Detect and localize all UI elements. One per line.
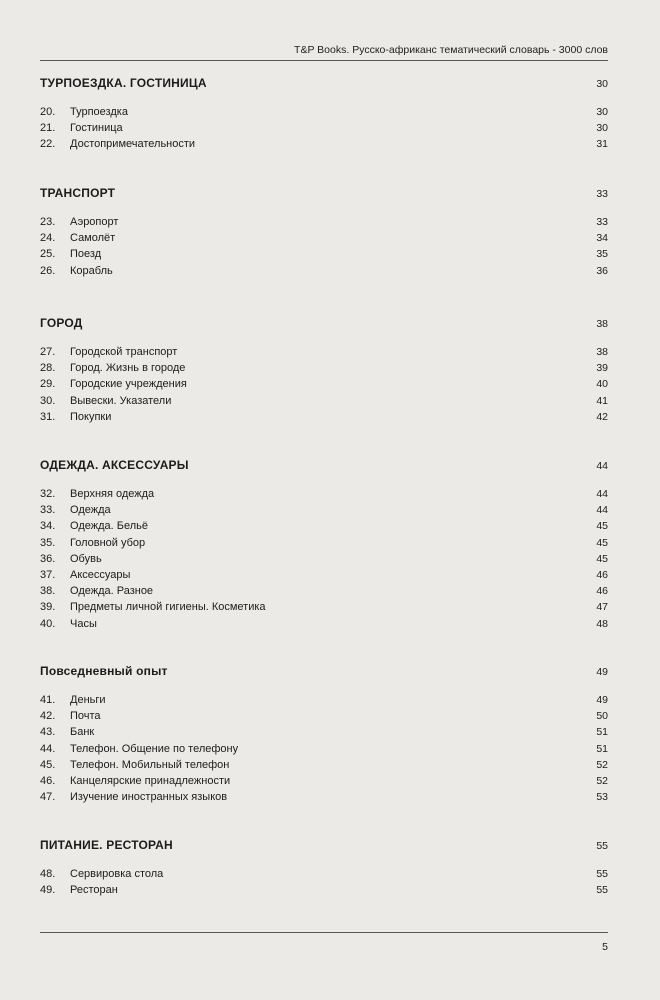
section-page-number: 55 [596, 840, 608, 852]
item-page-number: 51 [596, 742, 608, 755]
section-page-number: 30 [596, 78, 608, 90]
toc-item[interactable] [40, 537, 608, 553]
item-page-number: 39 [596, 362, 608, 375]
toc-item[interactable] [40, 601, 608, 617]
toc-item[interactable] [40, 553, 608, 569]
item-number: 26. [40, 264, 56, 277]
toc-item[interactable] [40, 411, 608, 427]
item-label: Телефон. Общение по телефону [70, 742, 239, 755]
item-page-number: 46 [596, 568, 608, 581]
toc-item[interactable] [40, 520, 608, 536]
toc-item[interactable] [40, 248, 608, 264]
toc-item[interactable] [40, 346, 608, 362]
toc-item[interactable] [40, 759, 608, 775]
item-number: 31. [40, 410, 56, 423]
toc-item[interactable] [40, 585, 608, 601]
item-page-number: 55 [596, 868, 608, 880]
item-page-number: 41 [596, 394, 608, 407]
toc-item[interactable] [40, 868, 608, 884]
item-page-number: 31 [596, 138, 608, 151]
item-number: 33. [40, 504, 56, 517]
item-label: Банк [70, 726, 95, 739]
item-label: Одежда. Бельё [70, 520, 148, 533]
item-label: Городской транспорт [70, 346, 178, 358]
item-page-number: 52 [596, 758, 608, 771]
section-page-number: 49 [596, 666, 608, 678]
section-heading[interactable] [40, 458, 608, 474]
item-page-number: 30 [596, 106, 608, 118]
item-page-number: 42 [596, 410, 608, 423]
item-label: Предметы личной гигиены. Косметика [70, 601, 266, 614]
toc-item[interactable] [40, 710, 608, 726]
item-label: Самолёт [70, 232, 116, 245]
item-label: Аэропорт [70, 216, 119, 228]
item-label: Городские учреждения [70, 378, 187, 391]
item-page-number: 53 [596, 791, 608, 804]
section-heading[interactable] [40, 316, 608, 332]
item-page-number: 44 [596, 504, 608, 517]
toc-section-travel [40, 76, 608, 155]
section-heading[interactable] [40, 186, 608, 202]
item-number: 20. [40, 106, 56, 118]
item-label: Верхняя одежда [70, 488, 155, 500]
page-header [0, 0, 660, 66]
item-label: Аксессуары [70, 568, 131, 581]
item-number: 45. [40, 758, 56, 771]
item-number: 21. [40, 122, 56, 135]
item-label: Деньги [70, 694, 106, 706]
toc-item[interactable] [40, 216, 608, 232]
item-label: Почта [70, 710, 101, 723]
item-label: Одежда. Разное [70, 585, 154, 598]
item-label: Одежда [70, 504, 111, 517]
item-number: 29. [40, 378, 56, 391]
item-label: Корабль [70, 264, 113, 277]
item-label: Изучение иностранных языков [70, 791, 228, 804]
toc-item[interactable] [40, 775, 608, 791]
section-heading[interactable] [40, 838, 608, 854]
item-number: 39. [40, 601, 56, 614]
item-label: Достопримечательности [70, 138, 196, 151]
item-number: 42. [40, 710, 56, 723]
toc-item[interactable] [40, 488, 608, 504]
item-page-number: 35 [596, 248, 608, 261]
toc-item[interactable] [40, 694, 608, 710]
item-number: 35. [40, 536, 56, 549]
item-page-number: 49 [596, 694, 608, 706]
item-number: 49. [40, 884, 56, 897]
item-number: 27. [40, 346, 56, 358]
section-heading[interactable] [40, 664, 608, 680]
item-number: 40. [40, 617, 56, 630]
page-number: 5 [602, 941, 608, 953]
toc-item[interactable] [40, 618, 608, 634]
item-page-number: 48 [596, 617, 608, 630]
item-label: Сервировка стола [70, 868, 164, 880]
header-rule [40, 60, 608, 61]
section-page-number: 44 [596, 460, 608, 472]
item-label: Часы [70, 617, 97, 630]
toc-item[interactable] [40, 884, 608, 900]
item-number: 46. [40, 774, 56, 787]
toc-item[interactable] [40, 743, 608, 759]
item-page-number: 40 [596, 378, 608, 391]
running-title: T&P Books. Русско-африканс тематический словарь - 3000 слов [294, 44, 608, 56]
item-number: 47. [40, 791, 56, 804]
item-number: 44. [40, 742, 56, 755]
toc-section-city [40, 316, 608, 427]
item-label: Канцелярские принадлежности [70, 774, 231, 787]
section-title: ПИТАНИЕ. РЕСТОРАН [40, 838, 173, 852]
item-page-number: 38 [596, 346, 608, 358]
item-label: Город. Жизнь в городе [70, 362, 186, 375]
item-number: 24. [40, 232, 56, 245]
toc-item[interactable] [40, 569, 608, 585]
toc-section-daily-experience [40, 664, 608, 807]
item-number: 43. [40, 726, 56, 739]
item-label: Ресторан [70, 884, 118, 897]
item-number: 37. [40, 568, 56, 581]
item-page-number: 30 [596, 122, 608, 135]
item-page-number: 52 [596, 774, 608, 787]
item-label: Головной убор [70, 536, 146, 549]
item-page-number: 33 [596, 216, 608, 228]
item-number: 23. [40, 216, 56, 228]
item-number: 34. [40, 520, 56, 533]
toc-section-food [40, 838, 608, 900]
toc-item[interactable] [40, 378, 608, 394]
toc-item[interactable] [40, 395, 608, 411]
item-page-number: 34 [596, 232, 608, 245]
item-page-number: 36 [596, 264, 608, 277]
item-number: 32. [40, 488, 56, 500]
item-number: 30. [40, 394, 56, 407]
item-label: Турпоездка [70, 106, 128, 118]
item-page-number: 47 [596, 601, 608, 614]
item-number: 38. [40, 585, 56, 598]
section-title: ОДЕЖДА. АКСЕССУАРЫ [40, 458, 189, 472]
item-label: Поезд [70, 248, 102, 261]
item-page-number: 45 [596, 536, 608, 549]
section-heading[interactable] [40, 76, 608, 92]
item-page-number: 44 [596, 488, 608, 500]
item-label: Обувь [70, 552, 102, 565]
item-page-number: 51 [596, 726, 608, 739]
item-page-number: 45 [596, 520, 608, 533]
toc-item[interactable] [40, 232, 608, 248]
item-label: Гостиница [70, 122, 123, 135]
item-number: 41. [40, 694, 56, 706]
item-number: 36. [40, 552, 56, 565]
section-page-number: 38 [596, 318, 608, 330]
item-label: Телефон. Мобильный телефон [70, 758, 230, 771]
item-page-number: 46 [596, 585, 608, 598]
item-number: 28. [40, 362, 56, 375]
section-title: ГОРОД [40, 316, 83, 330]
toc-item[interactable] [40, 106, 608, 122]
item-number: 22. [40, 138, 56, 151]
item-label: Покупки [70, 410, 112, 423]
toc-item[interactable] [40, 726, 608, 742]
footer-rule [40, 932, 608, 933]
section-page-number: 33 [596, 188, 608, 200]
item-page-number: 50 [596, 710, 608, 723]
toc-item[interactable] [40, 791, 608, 807]
section-title: ТУРПОЕЗДКА. ГОСТИНИЦА [40, 76, 207, 90]
toc-item[interactable] [40, 362, 608, 378]
toc-section-transport [40, 186, 608, 281]
toc-section-clothing [40, 458, 608, 634]
toc-item[interactable] [40, 265, 608, 281]
toc-item[interactable] [40, 122, 608, 138]
toc-item[interactable] [40, 138, 608, 154]
item-number: 48. [40, 868, 56, 880]
section-title: Повседневный опыт [40, 664, 168, 678]
item-label: Вывески. Указатели [70, 394, 172, 407]
item-page-number: 55 [596, 884, 608, 897]
section-title: ТРАНСПОРТ [40, 186, 116, 200]
toc-item[interactable] [40, 504, 608, 520]
item-number: 25. [40, 248, 56, 261]
item-page-number: 45 [596, 552, 608, 565]
